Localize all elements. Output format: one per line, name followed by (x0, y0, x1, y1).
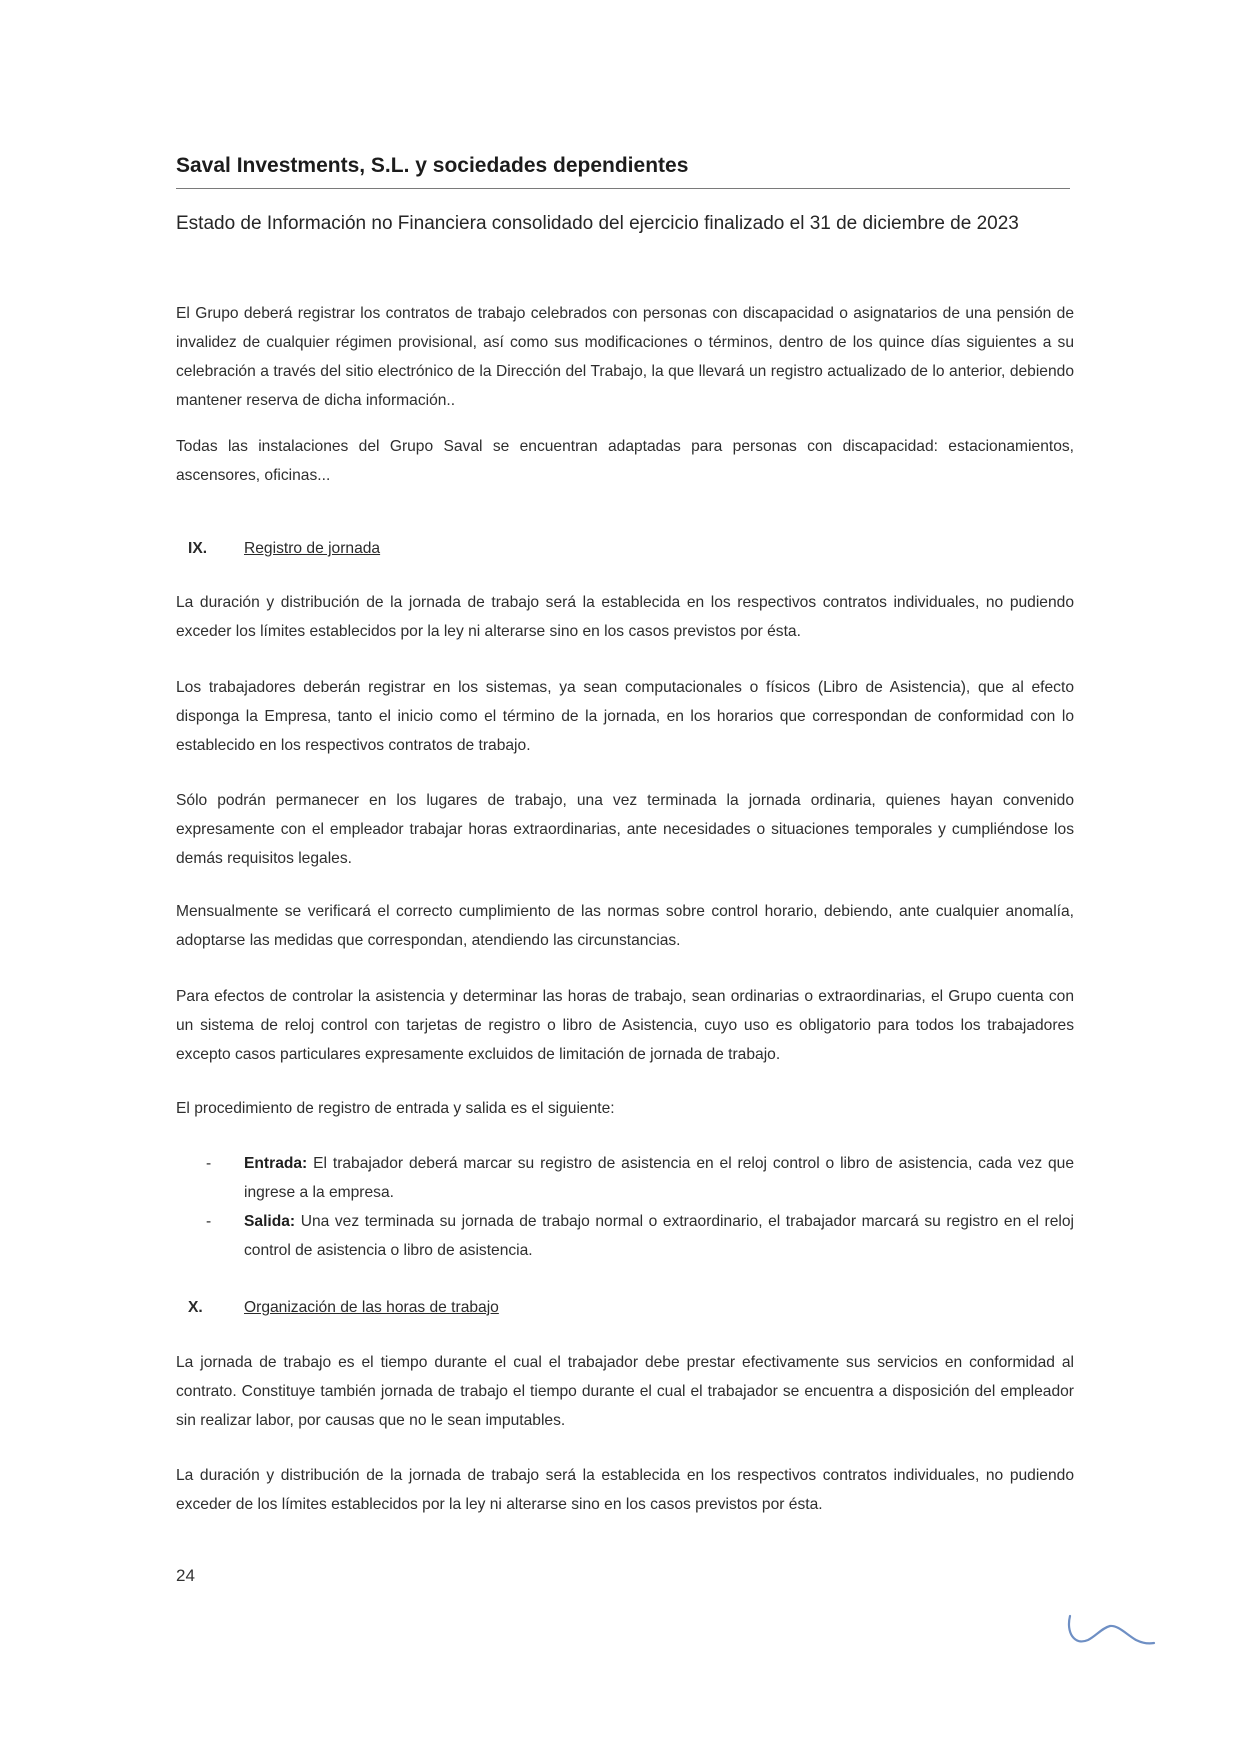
section-heading-ix (176, 534, 380, 563)
report-subtitle: Estado de Información no Financiera consolidado del ejercicio finalizado el 31 de diciembre de 2023 (176, 213, 1019, 234)
section-heading-x (176, 1293, 499, 1322)
paragraph-jornada-duration: La duración y distribución de la jornada de trabajo será la establecida en los respectivos contratos individuales, no pudiendo exceder los límites establecidos por la ley ni alterarse sino en los casos previstos por ésta. (176, 594, 1074, 640)
bullet-dash: - (206, 1155, 212, 1172)
bullet-label: Salida: (244, 1213, 296, 1230)
company-name: Saval Investments, S.L. y sociedades dependientes (176, 154, 689, 177)
section-number: X. (188, 1299, 203, 1316)
header-rule (176, 188, 1070, 189)
section-title: Registro de jornada (244, 540, 381, 557)
paragraph-facilities: Todas las instalaciones del Grupo Saval se encuentran adaptadas para personas con discapacidad: estacionamientos, ascensores, oficinas... (176, 438, 1074, 484)
page-number: 24 (176, 1566, 195, 1585)
bullet-text: El trabajador deberá marcar su registro de asistencia en el reloj control o libro de asistencia, cada vez que ingrese a la empresa. (244, 1155, 1074, 1201)
paragraph-disability-contracts: El Grupo deberá registrar los contratos de trabajo celebrados con personas con discapacidad o asignatarios de una pensión de invalidez de cualquier régimen provisional, así como sus modificaciones o términos, dentro de los quince días siguientes a su celebración a través del sitio electrónico de la Dirección del Trabajo, la que llevará un registro actualizado de lo anterior, debiendo mantener reserva de dicha información.. (176, 305, 1074, 409)
paragraph-permanencia: Sólo podrán permanecer en los lugares de trabajo, una vez terminada la jornada ordinaria, quienes hayan convenido expresamente con el empleador trabajar horas extraordinarias, ante necesidades o situaciones temporales y cumpliéndose los demás requisitos legales. (176, 792, 1074, 867)
section-number: IX. (188, 540, 208, 557)
paragraph-procedimiento: El procedimiento de registro de entrada y salida es el siguiente: (176, 1100, 615, 1117)
paragraph-registro-sistemas: Los trabajadores deberán registrar en los sistemas, ya sean computacionales o físicos (Libro de Asistencia), que al efecto disponga la Empresa, tanto el inicio como el término de la jornada, en los horarios que correspondan de conformidad con lo establecido en los respectivos contratos de trabajo. (176, 679, 1074, 754)
paragraph-jornada-definicion: La jornada de trabajo es el tiempo durante el cual el trabajador debe prestar efectivamente sus servicios en conformidad al contrato. Constituye también jornada de trabajo el tiempo durante el cual el trabajador se encuentra a disposición del empleador sin realizar labor, por causas que no le sean imputables. (176, 1354, 1074, 1429)
bullet-text: Una vez terminada su jornada de trabajo normal o extraordinario, el trabajador marcará su registro en el reloj control de asistencia o libro de asistencia. (244, 1213, 1074, 1259)
paragraph-verificacion: Mensualmente se verificará el correcto cumplimiento de las normas sobre control horario, debiendo, ante cualquier anomalía, adoptarse las medidas que correspondan, atendiendo las circunstancias. (176, 903, 1074, 949)
section-title: Organización de las horas de trabajo (244, 1299, 499, 1316)
paragraph-control-asistencia: Para efectos de controlar la asistencia y determinar las horas de trabajo, sean ordinarias o extraordinarias, el Grupo cuenta con un sistema de reloj control con tarjetas de registro o libro de Asistencia, cuyo uso es obligatorio para todos los trabajadores excepto casos particulares expresamente excluidos de limitación de jornada de trabajo. (176, 988, 1074, 1063)
bullet-label: Entrada: (244, 1155, 308, 1172)
list-item-entrada (206, 1149, 1074, 1207)
paragraph-jornada-distribucion: La duración y distribución de la jornada de trabajo será la establecida en los respectivos contratos individuales, no pudiendo exceder de los límites establecidos por la ley ni alterarse sino en los casos previstos por ésta. (176, 1467, 1074, 1513)
bullet-dash: - (206, 1213, 212, 1230)
signature-initial (1066, 1610, 1156, 1650)
list-item-salida (206, 1207, 1074, 1265)
